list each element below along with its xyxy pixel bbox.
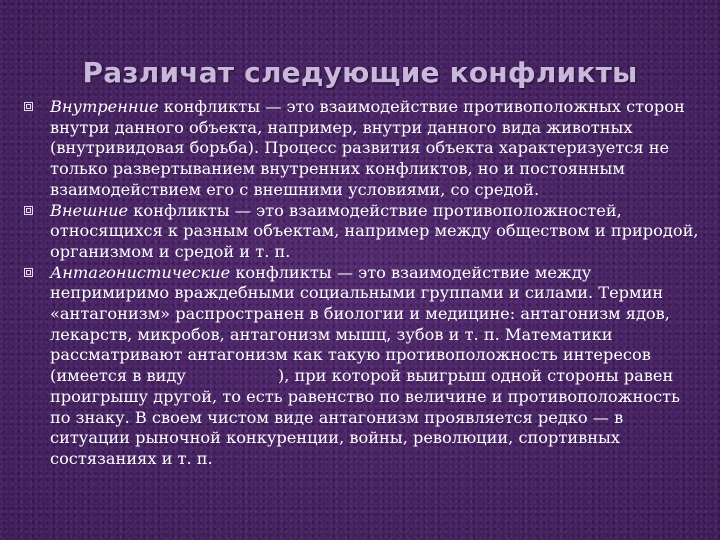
item-text-continued: ), при которой выигрыш одной стороны равен проигрышу другой, то есть равенство по величине и противоположность по знаку. В своем чистом виде антагонизм проявляется редко — в ситуации рыночной конкуренции, войны, революции, спортивных состязаниях и т. п. [50, 366, 680, 468]
square-bullet-icon [24, 102, 33, 111]
term-internal: Внутренние [50, 97, 159, 116]
term-external: Внешние [50, 200, 129, 220]
square-bullet-icon [24, 206, 33, 215]
bullet-list [24, 97, 704, 470]
list-item [24, 97, 704, 201]
item-text: конфликты — это взаимодействие между непримиримо враждебными социальными группами и силами. Термин «антагонизм» распространен в биологии и медицине: антагонизм ядов, лекарств, микробов, антагонизм мышц, зубов и т. п. Математики рассматривают антагонизм как такую противоположность интересов (имеется в виду [50, 262, 670, 386]
item-text: конфликты — это взаимодействие противоположностей, относящихся к разным объектам, например между обществом и природой, организмом и средой и т. п. [50, 200, 699, 261]
list-item [24, 263, 704, 470]
slide-title: Различат следующие конфликты [82, 56, 638, 89]
item-text: конфликты — это взаимодействие противоположных сторон внутри данного объекта, например, внутри данного вида животных (внутривидовая борьба). Процесс развития объекта характеризуется не только развертыванием внутренних конфликтов, но и постоянным взаимодействием его с внешними условиями, со средой. [50, 97, 685, 199]
square-bullet-icon [24, 268, 33, 277]
term-antagonistic: Антагонистические [50, 262, 231, 282]
list-item [24, 201, 704, 263]
